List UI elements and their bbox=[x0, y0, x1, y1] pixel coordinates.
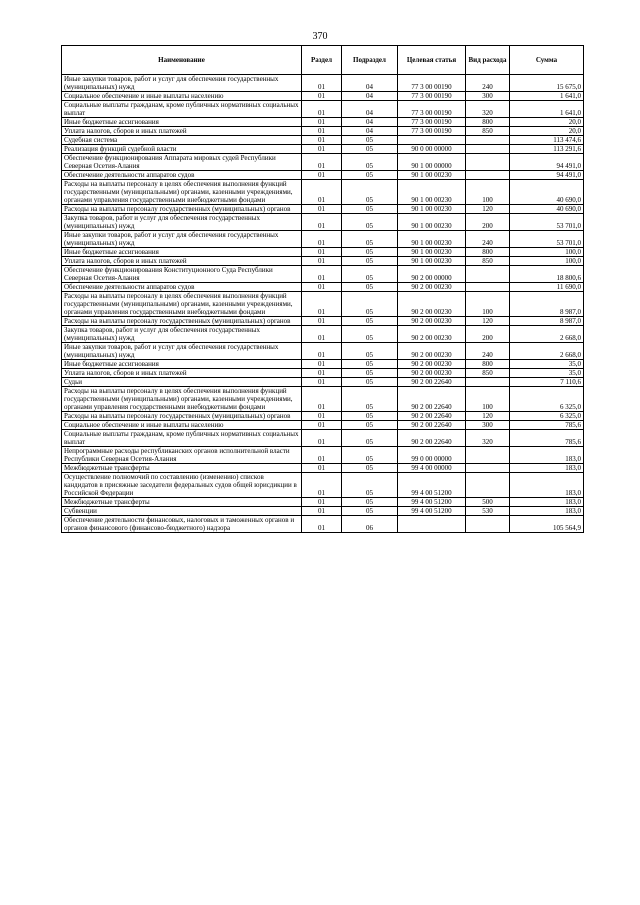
table-row bbox=[62, 326, 584, 343]
cell-sum: 183,0 bbox=[510, 464, 584, 473]
cell-target: 77 3 00 00190 bbox=[398, 101, 466, 118]
cell-target: 90 1 00 00230 bbox=[398, 257, 466, 266]
cell-subsection: 05 bbox=[342, 473, 398, 498]
cell-target: 99 4 00 51200 bbox=[398, 498, 466, 507]
cell-target: 90 2 00 00230 bbox=[398, 283, 466, 292]
cell-type: 850 bbox=[466, 369, 510, 378]
cell-section: 01 bbox=[302, 516, 342, 533]
cell-section: 01 bbox=[302, 92, 342, 101]
table-row bbox=[62, 171, 584, 180]
cell-subsection: 05 bbox=[342, 498, 398, 507]
cell-target: 90 2 00 00230 bbox=[398, 326, 466, 343]
cell-section: 01 bbox=[302, 360, 342, 369]
cell-section: 01 bbox=[302, 464, 342, 473]
cell-type: 240 bbox=[466, 343, 510, 360]
cell-target: 90 1 00 00230 bbox=[398, 205, 466, 214]
cell-name: Закупка товаров, работ и услуг для обеспечения государственных (муниципальных) нужд bbox=[62, 326, 302, 343]
cell-name: Уплата налогов, сборов и иных платежей bbox=[62, 127, 302, 136]
cell-section: 01 bbox=[302, 136, 342, 145]
table-row bbox=[62, 292, 584, 317]
table-row bbox=[62, 516, 584, 533]
cell-type: 800 bbox=[466, 118, 510, 127]
cell-subsection: 05 bbox=[342, 421, 398, 430]
cell-section: 01 bbox=[302, 378, 342, 387]
cell-section: 01 bbox=[302, 248, 342, 257]
cell-subsection: 05 bbox=[342, 447, 398, 464]
cell-subsection: 05 bbox=[342, 248, 398, 257]
header-section: Раздел bbox=[302, 46, 342, 75]
cell-subsection: 06 bbox=[342, 516, 398, 533]
cell-section: 01 bbox=[302, 145, 342, 154]
cell-target: 77 3 00 00190 bbox=[398, 127, 466, 136]
cell-sum: 1 641,0 bbox=[510, 101, 584, 118]
cell-target: 90 2 00 00000 bbox=[398, 266, 466, 283]
cell-section: 01 bbox=[302, 266, 342, 283]
cell-section: 01 bbox=[302, 317, 342, 326]
cell-section: 01 bbox=[302, 507, 342, 516]
cell-section: 01 bbox=[302, 75, 342, 92]
cell-section: 01 bbox=[302, 430, 342, 447]
table-row bbox=[62, 92, 584, 101]
cell-sum: 2 668,0 bbox=[510, 343, 584, 360]
cell-name: Межбюджетные трансферты bbox=[62, 464, 302, 473]
cell-name: Межбюджетные трансферты bbox=[62, 498, 302, 507]
cell-sum: 1 641,0 bbox=[510, 92, 584, 101]
cell-target: 99 4 00 51200 bbox=[398, 507, 466, 516]
cell-section: 01 bbox=[302, 154, 342, 171]
header-type: Вид расхода bbox=[466, 46, 510, 75]
table-row bbox=[62, 248, 584, 257]
cell-sum: 35,0 bbox=[510, 360, 584, 369]
cell-section: 01 bbox=[302, 127, 342, 136]
cell-name: Судебная система bbox=[62, 136, 302, 145]
cell-sum: 20,0 bbox=[510, 127, 584, 136]
table-row bbox=[62, 343, 584, 360]
header-target: Целевая статья bbox=[398, 46, 466, 75]
table-row bbox=[62, 205, 584, 214]
cell-subsection: 04 bbox=[342, 127, 398, 136]
cell-target: 90 2 00 00230 bbox=[398, 369, 466, 378]
cell-name: Обеспечение функционирования Аппарата мировых судей Республики Северная Осетия-Алания bbox=[62, 154, 302, 171]
cell-subsection: 05 bbox=[342, 464, 398, 473]
cell-type bbox=[466, 283, 510, 292]
cell-subsection: 05 bbox=[342, 378, 398, 387]
cell-type bbox=[466, 447, 510, 464]
cell-sum: 94 491,0 bbox=[510, 171, 584, 180]
cell-type: 200 bbox=[466, 326, 510, 343]
cell-sum: 40 690,0 bbox=[510, 205, 584, 214]
table-row bbox=[62, 136, 584, 145]
cell-section: 01 bbox=[302, 326, 342, 343]
cell-subsection: 05 bbox=[342, 154, 398, 171]
cell-section: 01 bbox=[302, 118, 342, 127]
cell-name: Социальное обеспечение и иные выплаты населению bbox=[62, 421, 302, 430]
cell-type: 240 bbox=[466, 231, 510, 248]
cell-sum: 8 987,0 bbox=[510, 292, 584, 317]
cell-name: Судьи bbox=[62, 378, 302, 387]
cell-subsection: 05 bbox=[342, 257, 398, 266]
cell-type: 500 bbox=[466, 498, 510, 507]
cell-type: 530 bbox=[466, 507, 510, 516]
cell-type: 100 bbox=[466, 180, 510, 205]
cell-sum: 20,0 bbox=[510, 118, 584, 127]
table-row bbox=[62, 507, 584, 516]
cell-target: 90 2 00 22640 bbox=[398, 387, 466, 412]
cell-type: 200 bbox=[466, 214, 510, 231]
table-row bbox=[62, 498, 584, 507]
cell-name: Иные закупки товаров, работ и услуг для обеспечения государственных (муниципальных) нужд bbox=[62, 75, 302, 92]
cell-name: Иные закупки товаров, работ и услуг для обеспечения государственных (муниципальных) нужд bbox=[62, 343, 302, 360]
cell-subsection: 04 bbox=[342, 75, 398, 92]
cell-target: 90 1 00 00230 bbox=[398, 231, 466, 248]
cell-sum: 11 690,0 bbox=[510, 283, 584, 292]
cell-type: 100 bbox=[466, 387, 510, 412]
cell-section: 01 bbox=[302, 387, 342, 412]
cell-name: Расходы на выплаты персоналу в целях обеспечения выполнения функций государственными (муниципальными) органами, казенными учреждениями, органами управления государственными внебюджетными фондами bbox=[62, 180, 302, 205]
cell-target: 77 3 00 00190 bbox=[398, 118, 466, 127]
cell-sum: 785,6 bbox=[510, 430, 584, 447]
cell-sum: 113 474,6 bbox=[510, 136, 584, 145]
cell-section: 01 bbox=[302, 180, 342, 205]
cell-name: Обеспечение функционирования Конституционного Суда Республики Северная Осетия-Алания bbox=[62, 266, 302, 283]
cell-section: 01 bbox=[302, 231, 342, 248]
cell-type: 850 bbox=[466, 127, 510, 136]
cell-name: Обеспечение деятельности аппаратов судов bbox=[62, 283, 302, 292]
cell-target: 90 1 00 00230 bbox=[398, 171, 466, 180]
cell-subsection: 05 bbox=[342, 326, 398, 343]
table-row bbox=[62, 447, 584, 464]
cell-section: 01 bbox=[302, 421, 342, 430]
cell-name: Расходы на выплаты персоналу государственных (муниципальных) органов bbox=[62, 205, 302, 214]
cell-subsection: 05 bbox=[342, 507, 398, 516]
cell-type bbox=[466, 516, 510, 533]
cell-target: 90 1 00 00230 bbox=[398, 214, 466, 231]
cell-section: 01 bbox=[302, 214, 342, 231]
cell-section: 01 bbox=[302, 412, 342, 421]
table-header-row bbox=[62, 46, 584, 75]
cell-type bbox=[466, 136, 510, 145]
cell-sum: 8 987,0 bbox=[510, 317, 584, 326]
cell-type: 320 bbox=[466, 430, 510, 447]
cell-type: 120 bbox=[466, 412, 510, 421]
cell-section: 01 bbox=[302, 101, 342, 118]
cell-section: 01 bbox=[302, 205, 342, 214]
cell-sum: 100,0 bbox=[510, 257, 584, 266]
table-row bbox=[62, 378, 584, 387]
table-row bbox=[62, 412, 584, 421]
cell-target bbox=[398, 136, 466, 145]
cell-name: Обеспечение деятельности финансовых, налоговых и таможенных органов и органов финансового (финансово-бюджетного) надзора bbox=[62, 516, 302, 533]
cell-sum: 53 701,0 bbox=[510, 231, 584, 248]
table-row bbox=[62, 369, 584, 378]
cell-type bbox=[466, 171, 510, 180]
cell-name: Иные бюджетные ассигнования bbox=[62, 360, 302, 369]
cell-target: 90 2 00 22640 bbox=[398, 378, 466, 387]
cell-subsection: 05 bbox=[342, 360, 398, 369]
cell-subsection: 05 bbox=[342, 231, 398, 248]
cell-subsection: 05 bbox=[342, 387, 398, 412]
cell-type: 100 bbox=[466, 292, 510, 317]
cell-section: 01 bbox=[302, 171, 342, 180]
cell-target: 90 2 00 00230 bbox=[398, 292, 466, 317]
table-body bbox=[62, 75, 584, 533]
cell-sum: 6 325,0 bbox=[510, 387, 584, 412]
header-name: Наименование bbox=[62, 46, 302, 75]
table-row bbox=[62, 154, 584, 171]
cell-type: 120 bbox=[466, 317, 510, 326]
cell-section: 01 bbox=[302, 292, 342, 317]
cell-subsection: 05 bbox=[342, 205, 398, 214]
table-row bbox=[62, 421, 584, 430]
cell-subsection: 05 bbox=[342, 266, 398, 283]
cell-name: Социальное обеспечение и иные выплаты населению bbox=[62, 92, 302, 101]
cell-subsection: 05 bbox=[342, 214, 398, 231]
cell-type bbox=[466, 154, 510, 171]
cell-target: 77 3 00 00190 bbox=[398, 92, 466, 101]
cell-type: 800 bbox=[466, 360, 510, 369]
table-row bbox=[62, 127, 584, 136]
cell-name: Расходы на выплаты персоналу в целях обеспечения выполнения функций государственными (муниципальными) органами, казенными учреждениями, органами управления государственными внебюджетными фондами bbox=[62, 387, 302, 412]
cell-type bbox=[466, 266, 510, 283]
cell-type bbox=[466, 145, 510, 154]
table-row bbox=[62, 180, 584, 205]
cell-name: Реализация функций судебной власти bbox=[62, 145, 302, 154]
cell-target: 90 1 00 00000 bbox=[398, 154, 466, 171]
cell-target: 99 0 00 00000 bbox=[398, 447, 466, 464]
cell-type bbox=[466, 464, 510, 473]
cell-sum: 40 690,0 bbox=[510, 180, 584, 205]
cell-name: Расходы на выплаты персоналу государственных (муниципальных) органов bbox=[62, 412, 302, 421]
cell-target: 90 2 00 00230 bbox=[398, 343, 466, 360]
cell-name: Субвенции bbox=[62, 507, 302, 516]
cell-target: 99 4 00 00000 bbox=[398, 464, 466, 473]
cell-subsection: 04 bbox=[342, 92, 398, 101]
cell-subsection: 04 bbox=[342, 118, 398, 127]
cell-sum: 183,0 bbox=[510, 498, 584, 507]
table-row bbox=[62, 214, 584, 231]
cell-sum: 53 701,0 bbox=[510, 214, 584, 231]
cell-target: 90 2 00 22640 bbox=[398, 421, 466, 430]
cell-sum: 183,0 bbox=[510, 507, 584, 516]
cell-sum: 785,6 bbox=[510, 421, 584, 430]
cell-section: 01 bbox=[302, 369, 342, 378]
table-row bbox=[62, 430, 584, 447]
cell-name: Иные бюджетные ассигнования bbox=[62, 248, 302, 257]
cell-type: 120 bbox=[466, 205, 510, 214]
header-subsection: Подраздел bbox=[342, 46, 398, 75]
cell-name: Уплата налогов, сборов и иных платежей bbox=[62, 369, 302, 378]
cell-target: 90 2 00 00230 bbox=[398, 317, 466, 326]
cell-name: Иные закупки товаров, работ и услуг для обеспечения государственных (муниципальных) нужд bbox=[62, 231, 302, 248]
cell-type: 850 bbox=[466, 257, 510, 266]
cell-sum: 18 800,6 bbox=[510, 266, 584, 283]
table-row bbox=[62, 283, 584, 292]
cell-name: Закупка товаров, работ и услуг для обеспечения государственных (муниципальных) нужд bbox=[62, 214, 302, 231]
cell-target: 77 3 00 00190 bbox=[398, 75, 466, 92]
cell-subsection: 05 bbox=[342, 171, 398, 180]
cell-name: Осуществление полномочий по составлению (изменению) списков кандидатов в присяжные заседатели федеральных судов общей юрисдикции в Российской Федерации bbox=[62, 473, 302, 498]
cell-sum: 2 668,0 bbox=[510, 326, 584, 343]
cell-section: 01 bbox=[302, 343, 342, 360]
cell-type bbox=[466, 473, 510, 498]
cell-name: Иные бюджетные ассигнования bbox=[62, 118, 302, 127]
cell-name: Социальные выплаты гражданам, кроме публичных нормативных социальных выплат bbox=[62, 101, 302, 118]
cell-subsection: 05 bbox=[342, 430, 398, 447]
cell-subsection: 05 bbox=[342, 136, 398, 145]
table-row bbox=[62, 464, 584, 473]
cell-target: 90 1 00 00230 bbox=[398, 248, 466, 257]
cell-type bbox=[466, 378, 510, 387]
cell-name: Расходы на выплаты персоналу государственных (муниципальных) органов bbox=[62, 317, 302, 326]
cell-target: 90 2 00 22640 bbox=[398, 412, 466, 421]
cell-sum: 100,0 bbox=[510, 248, 584, 257]
table-row bbox=[62, 266, 584, 283]
cell-type: 300 bbox=[466, 92, 510, 101]
cell-type: 800 bbox=[466, 248, 510, 257]
cell-subsection: 05 bbox=[342, 180, 398, 205]
cell-type: 320 bbox=[466, 101, 510, 118]
cell-name: Социальные выплаты гражданам, кроме публичных нормативных социальных выплат bbox=[62, 430, 302, 447]
cell-subsection: 05 bbox=[342, 369, 398, 378]
page-number: 370 bbox=[312, 31, 328, 42]
cell-target: 90 2 00 22640 bbox=[398, 430, 466, 447]
cell-section: 01 bbox=[302, 257, 342, 266]
cell-name: Уплата налогов, сборов и иных платежей bbox=[62, 257, 302, 266]
cell-target: 90 2 00 00230 bbox=[398, 360, 466, 369]
table-row bbox=[62, 118, 584, 127]
cell-subsection: 05 bbox=[342, 145, 398, 154]
cell-subsection: 05 bbox=[342, 412, 398, 421]
cell-subsection: 05 bbox=[342, 317, 398, 326]
table-row bbox=[62, 257, 584, 266]
cell-type: 300 bbox=[466, 421, 510, 430]
table-row bbox=[62, 360, 584, 369]
cell-sum: 7 110,6 bbox=[510, 378, 584, 387]
cell-subsection: 04 bbox=[342, 101, 398, 118]
cell-sum: 105 564,9 bbox=[510, 516, 584, 533]
cell-section: 01 bbox=[302, 447, 342, 464]
table-row bbox=[62, 101, 584, 118]
budget-table bbox=[61, 45, 584, 533]
cell-sum: 6 325,0 bbox=[510, 412, 584, 421]
cell-name: Непрограммные расходы республиканских органов исполнительной власти Республики Северная Осетия-Алания bbox=[62, 447, 302, 464]
cell-sum: 35,0 bbox=[510, 369, 584, 378]
cell-sum: 15 675,0 bbox=[510, 75, 584, 92]
cell-sum: 183,0 bbox=[510, 473, 584, 498]
table-row bbox=[62, 231, 584, 248]
cell-type: 240 bbox=[466, 75, 510, 92]
cell-sum: 94 491,0 bbox=[510, 154, 584, 171]
table-row bbox=[62, 145, 584, 154]
cell-subsection: 05 bbox=[342, 292, 398, 317]
cell-target: 99 4 00 51200 bbox=[398, 473, 466, 498]
cell-section: 01 bbox=[302, 498, 342, 507]
cell-section: 01 bbox=[302, 473, 342, 498]
cell-section: 01 bbox=[302, 283, 342, 292]
cell-subsection: 05 bbox=[342, 343, 398, 360]
table-row bbox=[62, 387, 584, 412]
table-row bbox=[62, 317, 584, 326]
cell-name: Расходы на выплаты персоналу в целях обеспечения выполнения функций государственными (муниципальными) органами, казенными учреждениями, органами управления государственными внебюджетными фондами bbox=[62, 292, 302, 317]
cell-sum: 113 291,6 bbox=[510, 145, 584, 154]
cell-target: 90 1 00 00230 bbox=[398, 180, 466, 205]
cell-name: Обеспечение деятельности аппаратов судов bbox=[62, 171, 302, 180]
header-sum: Сумма bbox=[510, 46, 584, 75]
cell-target bbox=[398, 516, 466, 533]
cell-sum: 183,0 bbox=[510, 447, 584, 464]
table-row bbox=[62, 473, 584, 498]
cell-target: 90 0 00 00000 bbox=[398, 145, 466, 154]
table-row bbox=[62, 75, 584, 92]
cell-subsection: 05 bbox=[342, 283, 398, 292]
